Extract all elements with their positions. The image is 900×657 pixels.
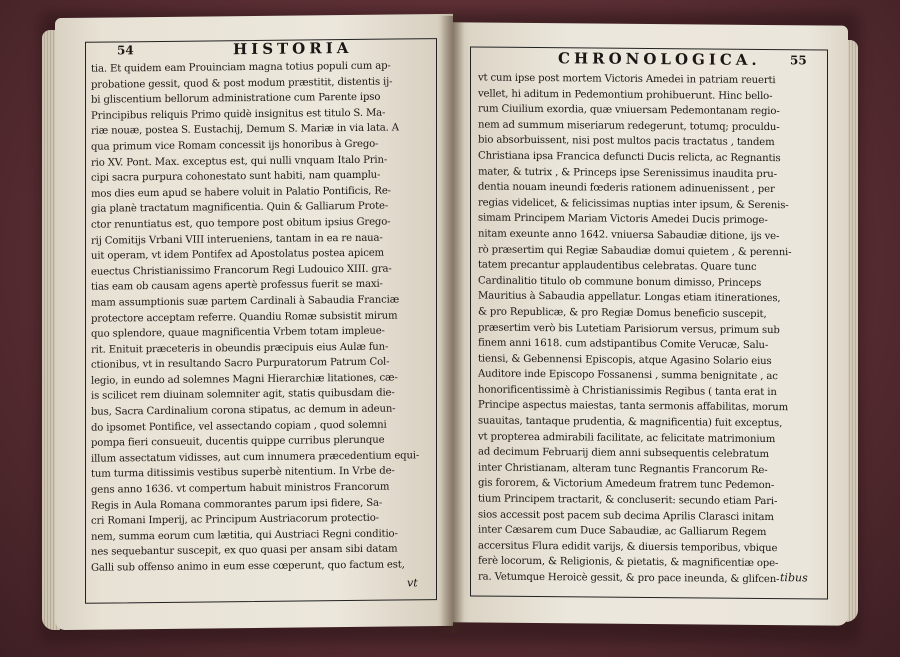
text-line: Regis in Aula Romana commorantes parum ipsi fidere, Sa-	[91, 497, 383, 512]
text-line: ctionibus, vt in resultando Sacro Purpuratorum Patrum Col-	[91, 356, 390, 371]
left-running-head: HISTORIA	[233, 38, 353, 59]
text-line: gens anno 1636. vt compertum habuit ministros Francorum	[91, 481, 390, 496]
right-page-text	[478, 71, 820, 589]
text-line: accersitus Flura edidit varijs, & diuersis temporibus, vbique	[478, 540, 778, 554]
text-line: vellet, hi aditum in Pedemontium prohibuerunt. Hinc bello-	[478, 88, 773, 102]
text-line: finem anni 1618. cum adstipantibus Comite Verucæ, Salu-	[478, 337, 769, 352]
text-line: ad decimum Februarij diem anni subsequentis celebratum	[478, 446, 769, 461]
text-line: & pro Republicæ, & pro Regiæ Domus beneficio suscepit,	[478, 306, 767, 320]
text-line: illum assectatum vidisses, aut cum innumera præcedentium equi-	[91, 450, 420, 465]
text-line: nem, summa eorum cum lætitia, qui Austriaci Regni conditio-	[91, 528, 398, 543]
text-line: bi gliscentium bellorum administratione cum Parente ipso	[91, 91, 381, 106]
text-line: tium Principem tractarit, & concluserit: secundo etiam Pari-	[478, 493, 778, 508]
text-line: mater, & tutrix , & Princeps ipse Serenissimus inaudita pru-	[478, 166, 777, 180]
text-line: cri Romani Imperij, ac Principum Austriacorum protectio-	[91, 512, 379, 527]
text-line: tatem precantur applaudentibus celebratas. Quare tunc	[478, 259, 757, 274]
text-line: rij Comitijs Vrbani VIII interueniens, tantam in ea re naua-	[91, 232, 383, 247]
text-line: gis fororem, & Victorium Amedeum fratrem tunc Pedemon-	[478, 477, 775, 492]
text-line: suauitas, tantaque prudentia, & magnificentia) fuit exceptus,	[478, 415, 783, 430]
text-line: pompa fieri consueuit, ducentis quippe curribus plerunque	[91, 434, 385, 449]
text-line: gia planè tractatum magnificentia. Quin & Galliarum Prote-	[91, 200, 389, 216]
text-line: inter Christianam, alteram tunc Regnantis Francorum Re-	[478, 462, 768, 476]
text-line: cipi sacra purpura cohonestato sunt habiti, nam quamplu-	[91, 169, 381, 184]
text-line: riæ nouæ, postea S. Eustachij, Demum S. Mariæ in via lata. A	[91, 122, 399, 138]
text-line: bio absorbuissent, nisi post multos pacis tractatus , tandem	[478, 134, 775, 149]
text-line: mam assumptionis suæ partem Cardinali à Sabaudia Franciæ	[91, 294, 400, 309]
text-line: ferè locorum, & Religionis, & pietatis, & magnificentiæ ope-	[478, 555, 779, 570]
text-line: rio XV. Pont. Max. exceptus est, qui nulli vnquam Italo Prin-	[91, 154, 388, 169]
left-page	[55, 14, 453, 630]
text-line: probatione gessit, quod & post modum præstitit, distentis ij-	[91, 76, 393, 91]
text-line: nes sequebantur suscepit, ex quo quasi per ansam sibi datam	[91, 543, 398, 559]
text-line: quo splendore, quaue magnificentia Vrbem totam impleue-	[91, 325, 385, 340]
text-line: nitam exeunte anno 1642. vniuersa Sabaudiæ ditione, ijs ve-	[478, 228, 780, 243]
text-line: rit. Enituit præceteris in obeundis præcipuis eius Aulæ fun-	[91, 341, 389, 356]
text-line: dentia nouam ineundi fœderis rationem adinuenissent , per	[478, 181, 775, 196]
text-line: mos dies eum apud se habere voluit in Palatio Pontificis, Re-	[91, 185, 391, 200]
text-line: inter Cæsarem cum Duce Sabaudiæ, ac Galliarum Regem	[478, 524, 767, 539]
text-line: tias eam ob causam agens apertè professus fuerit se maxi-	[91, 278, 383, 294]
book-gutter	[440, 16, 464, 634]
text-line: tiensi, & Gebennensi Episcopis, atque Agasino Solario eius	[478, 353, 772, 367]
text-line: euectus Christianissimo Francorum Regi Ludouico XIII. gra-	[91, 263, 392, 278]
text-line: uit operam, vt idem Pontifex ad Apostolatus postea apicem	[91, 247, 384, 262]
left-page-text	[91, 58, 431, 576]
text-line: regias videlicet, & felicissimas nuptias inter ipsum, & Serenis-	[478, 197, 789, 211]
text-line: honorificentissimè à Christianissimis Regibus ( tanta erat in	[478, 384, 777, 398]
text-line: simam Principem Mariam Victoris Amedei Ducis primoge-	[478, 212, 768, 227]
text-line: Cardinalitio titulo ob commune bonum dimisso, Princeps	[478, 275, 762, 289]
text-line: Auditore inde Episcopo Fossanensi , summa benignitate , ac	[478, 368, 778, 383]
text-line: vt propterea admirabili facilitate, ac felicitate matrimonium	[478, 431, 776, 445]
text-line: Principe aspectus maiestas, tanta sermonis affabilitas, morum	[478, 399, 789, 414]
text-line: Christiana ipsa Francica defuncti Ducis relicta, ac Regnantis	[478, 150, 781, 165]
right-page-number: 55	[790, 53, 807, 68]
text-line: rò præsertim qui Regiæ Sabaudiæ domui quietem , & perenni-	[478, 244, 792, 258]
right-running-head: CHRONOLOGICA.	[558, 49, 761, 69]
text-line: ra. Vetumque Heroicè gessit, & pro pace ineunda, & glifcen-	[478, 571, 780, 586]
right-catchword: tibus	[780, 571, 808, 585]
text-line: Mauritius à Sabaudia appellatur. Longas etiam itinerationes,	[478, 290, 781, 305]
left-page-number: 54	[117, 43, 134, 58]
text-line: præsertim verò bis Lutetiam Parisiorum versus, primum sub	[478, 322, 780, 336]
text-line: tia. Et quidem eam Prouinciam magna totius populi cum ap-	[91, 60, 391, 75]
text-line: Principibus reliquis Primo quidè insignitus est titulo S. Ma-	[91, 107, 386, 122]
text-line: protectore acceptam referre. Quandiu Romæ subsistit mirum	[91, 309, 398, 325]
left-catchword: vt	[407, 576, 418, 590]
text-line: sios accessit post pacem sub decima Aprilis Clarasci initam	[478, 509, 774, 523]
text-line: qua primum vice Romam concessit ijs honoribus à Grego-	[91, 138, 379, 153]
text-line: ctor renuntiatus est, quo tempore post obitum ipsius Grego-	[91, 216, 391, 231]
text-line: bus, Sacra Cardinalium corona stipatus, ac demum in adeun-	[91, 403, 396, 418]
text-line: Galli sub offenso animo in eum esse cœperunt, quo factum est,	[91, 559, 405, 574]
text-line: rum Ciuilium exordia, quæ vniuersam Pedemontanam regio-	[478, 103, 780, 118]
text-line: nem ad summum miseriarum redegerunt, totumq; proculdu-	[478, 119, 780, 133]
right-page	[450, 22, 848, 625]
text-line: vt cum ipse post mortem Victoris Amedei in patriam reuerti	[478, 72, 776, 87]
text-line: tum turma ditissimis vestibus superbè nitentium. In Vrbe de-	[91, 465, 395, 481]
text-line: is scilicet rem diuinam solemniter agit, statis quibusdam die-	[91, 387, 395, 403]
text-line: legio, in eundo ad solemnes Magni Hierarchiæ litationes, cæ-	[91, 372, 398, 387]
text-line: do ipsomet Pontifice, vel assectando copiam , quod solemni	[91, 419, 387, 434]
